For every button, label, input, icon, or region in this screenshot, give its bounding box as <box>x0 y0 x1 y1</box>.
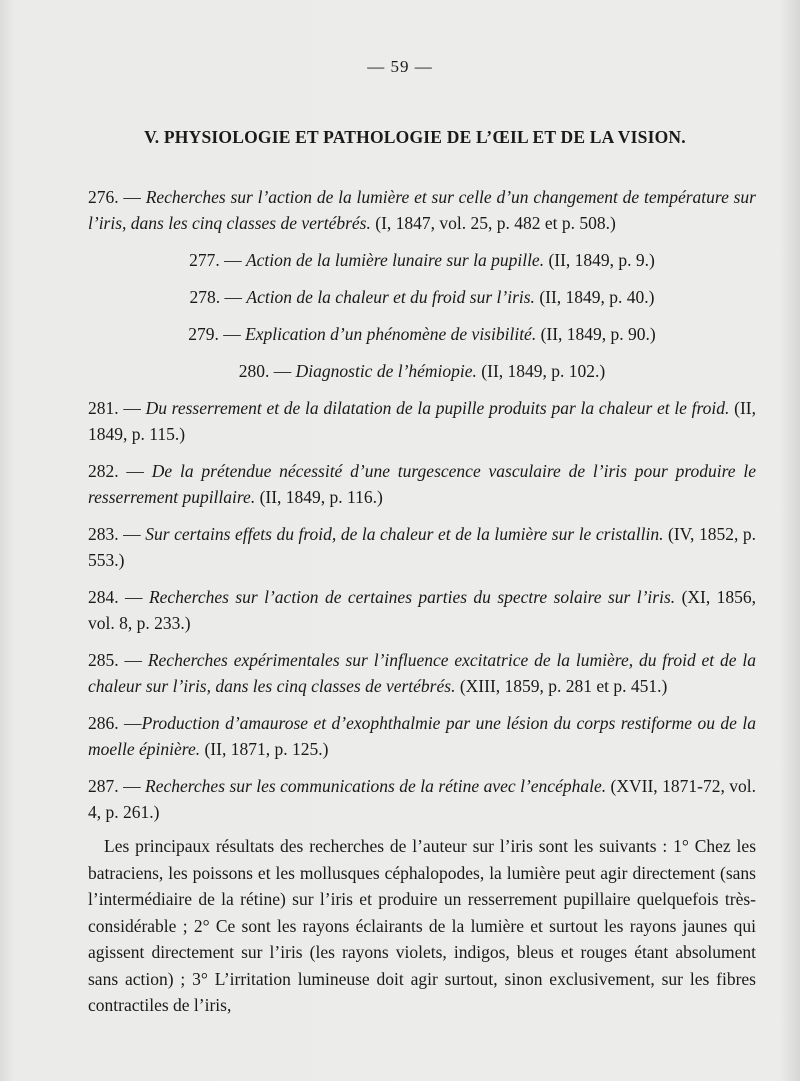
entry-title: De la prétendue nécessité d’une turgescence vasculaire de l’iris pour produire le resserrement pupillaire. <box>88 461 756 507</box>
entry-reference: (II, 1849, p. 9.) <box>548 250 655 270</box>
entry-number: 283. <box>88 524 119 544</box>
list-item: 283. — Sur certains effets du froid, de la chaleur et de la lumière sur le cristallin. (IV, 1852, p. 553.) <box>88 524 757 570</box>
entry-reference: (II, 1871, p. 125.) <box>204 739 329 759</box>
entry-number: 278. <box>189 287 221 307</box>
entry-title: Du resserrement et de la dilatation de la pupille produits par la chaleur et le froid. <box>145 398 730 418</box>
entry-number: 279. <box>188 324 219 344</box>
summary-paragraph: Les principaux résultats des recherches de l’auteur sur l’iris sont les suivants : 1° Chez les batraciens, les poissons et les mollusques céphalopodes, la lumière peut agir directement (sans l’intermédiaire de la rétine) sur l’iris et produire un resserrement pupillaire quelquefois très-considérable ; 2° Ce sont les rayons éclairants de la lumière et surtout les rayons jaunes qui agissent directement sur l’iris (les rayons violets, indigos, bleus et rouges étant absolument sans action) ; 3° L’irritation lumineuse doit agir surtout, sinon exclusivement, sur les fibres contractiles de l’iris, <box>88 836 756 1015</box>
list-item: 276. — Recherches sur l’action de la lumière et sur celle d’un changement de température sur l’iris, dans les cinq classes de vertébrés. (I, 1847, vol. 25, p. 482 et p. 508.) <box>88 187 756 233</box>
entry-number: 285. <box>88 650 119 670</box>
entry-reference: (IV, 1852, p. 553.) <box>88 524 757 570</box>
list-item: 286. —Production d’amaurose et d’exophthalmie par une lésion du corps restiforme ou de la moelle épinière. (II, 1871, p. 125.) <box>88 713 756 759</box>
entry-reference: (II, 1849, p. 40.) <box>539 287 655 307</box>
entry-number: 281. <box>88 398 119 418</box>
entry-title: Recherches sur l’action de la lumière et sur celle d’un changement de température sur l’iris, dans les cinq classes de vertébrés. <box>88 187 756 233</box>
entry-number: 277. <box>189 250 220 270</box>
entry-reference: (XVII, 1871-72, vol. 4, p. 261.) <box>88 776 757 822</box>
list-item: 284. — Recherches sur l’action de certaines parties du spectre solaire sur l’iris. (XI, 1856, vol. 8, p. 233.) <box>88 587 757 633</box>
entry-title: Recherches sur les communications de la rétine avec l’encéphale. <box>145 776 607 796</box>
entry-reference: (XI, 1856, vol. 8, p. 233.) <box>88 587 757 633</box>
entry-reference: (II, 1849, p. 102.) <box>481 361 606 381</box>
entry-title: Production d’amaurose et d’exophthalmie par une lésion du corps restiforme ou de la moelle épinière. <box>88 713 756 759</box>
section-heading: V. PHYSIOLOGIE ET PATHOLOGIE DE L’ŒIL ET DE LA VISION. <box>144 127 686 147</box>
entry-title: Sur certains effets du froid, de la chaleur et de la lumière sur le cristallin. <box>145 524 664 544</box>
entry-reference: (I, 1847, vol. 25, p. 482 et p. 508.) <box>375 213 616 233</box>
entry-title: Explication d’un phénomène de visibilité. <box>245 324 537 344</box>
bibliography-list <box>88 184 756 836</box>
list-item: 277. — Action de la lumière lunaire sur la pupille. (II, 1849, p. 9.) <box>189 250 655 270</box>
list-item: 281. — Du resserrement et de la dilatation de la pupille produits par la chaleur et le froid. (II, 1849, p. 115.) <box>88 398 757 444</box>
entry-title: Recherches expérimentales sur l’influence excitatrice de la lumière, du froid et de la chaleur sur l’iris, dans les cinq classes de vertébrés. <box>88 650 757 696</box>
list-item: 287. — Recherches sur les communications de la rétine avec l’encéphale. (XVII, 1871-72, vol. 4, p. 261.) <box>88 776 757 822</box>
list-item: 279. — Explication d’un phénomène de visibilité. (II, 1849, p. 90.) <box>188 324 656 344</box>
entry-number: 287. <box>88 776 119 796</box>
entry-number: 286. <box>88 713 119 733</box>
list-item: 285. — Recherches expérimentales sur l’influence excitatrice de la lumière, du froid et de la chaleur sur l’iris, dans les cinq classes de vertébrés. (XIII, 1859, p. 281 et p. 451.) <box>88 650 757 696</box>
entry-number: 282. <box>88 461 119 481</box>
entry-title: Diagnostic de l’hémiopie. <box>295 361 477 381</box>
entry-number: 276. <box>88 187 119 207</box>
list-item: 282. — De la prétendue nécessité d’une turgescence vasculaire de l’iris pour produire le resserrement pupillaire. (II, 1849, p. 116.) <box>88 461 756 507</box>
entry-reference: (II, 1849, p. 116.) <box>259 487 383 507</box>
entry-reference: (XIII, 1859, p. 281 et p. 451.) <box>459 676 668 696</box>
entry-reference: (II, 1849, p. 115.) <box>88 398 757 444</box>
list-item: 280. — Diagnostic de l’hémiopie. (II, 1849, p. 102.) <box>238 361 606 381</box>
list-item: 278. — Action de la chaleur et du froid sur l’iris. (II, 1849, p. 40.) <box>189 287 655 307</box>
entry-number: 284. <box>88 587 119 607</box>
entry-title: Recherches sur l’action de certaines parties du spectre solaire sur l’iris. <box>148 587 676 607</box>
entry-number: 280. <box>238 361 270 381</box>
entry-title: Action de la lumière lunaire sur la pupille. <box>245 250 545 270</box>
page-number: — 59 — <box>367 57 433 76</box>
entry-title: Action de la chaleur et du froid sur l’iris. <box>246 287 535 307</box>
entry-reference: (II, 1849, p. 90.) <box>540 324 656 344</box>
